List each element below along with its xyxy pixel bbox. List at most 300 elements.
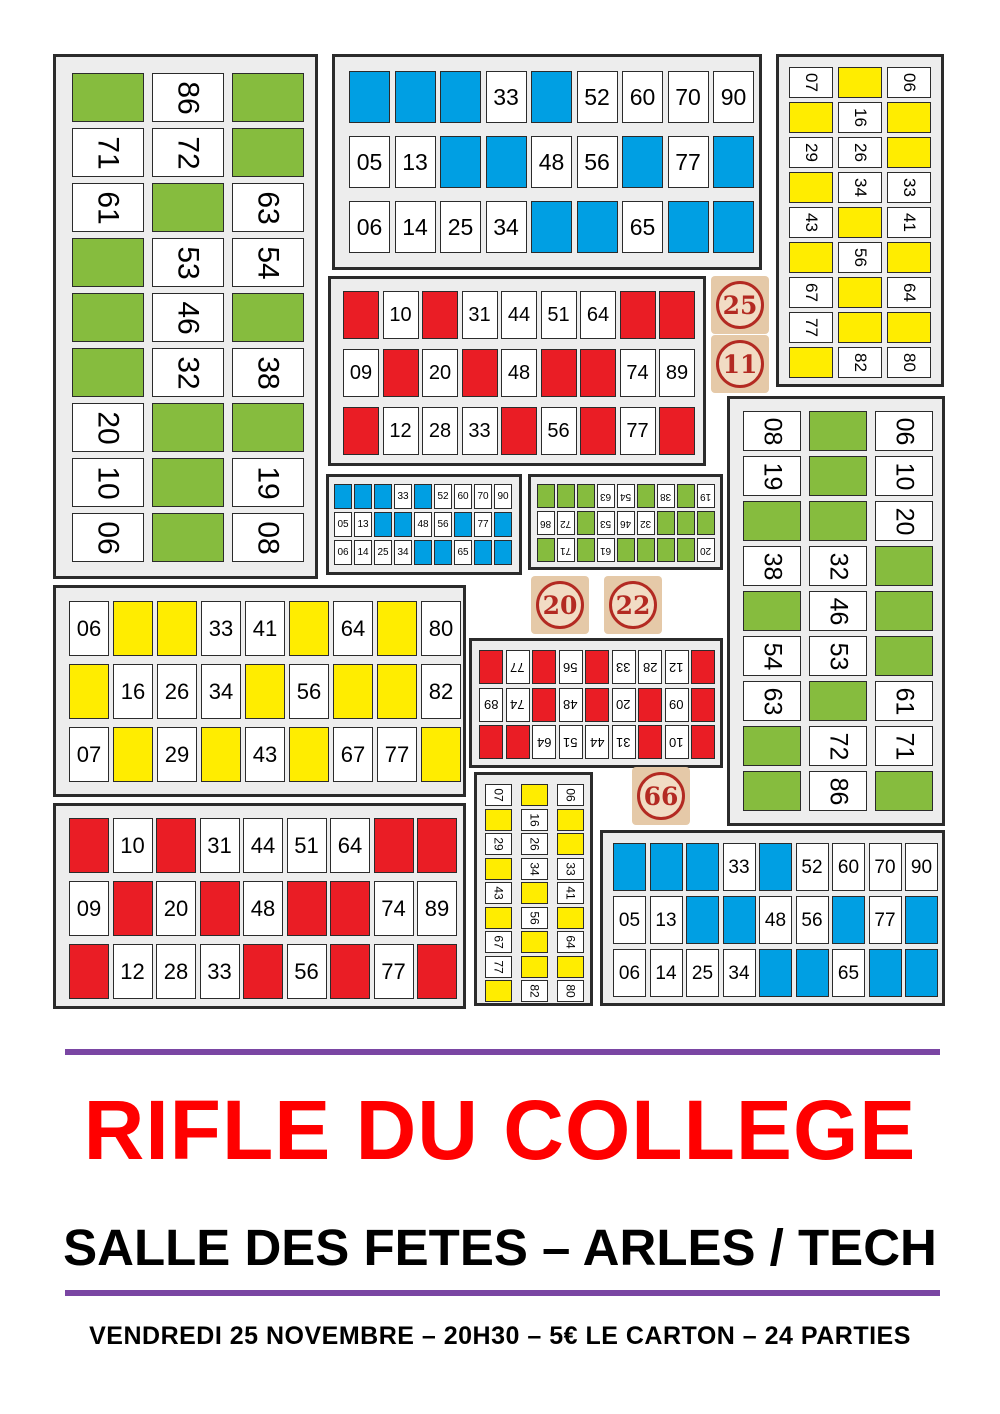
cell-number: 38 bbox=[758, 552, 787, 580]
cell-number: 19 bbox=[700, 491, 712, 502]
number-cell bbox=[157, 727, 197, 782]
number-cell bbox=[875, 726, 933, 766]
colored-blank-cell bbox=[521, 931, 548, 953]
number-cell bbox=[521, 980, 548, 1002]
number-cell bbox=[668, 71, 709, 123]
cell-number: 51 bbox=[294, 832, 319, 858]
colored-blank-cell bbox=[414, 484, 432, 509]
number-cell bbox=[243, 881, 283, 936]
number-cell bbox=[521, 833, 548, 855]
cell-number: 20 bbox=[428, 362, 452, 384]
number-cell bbox=[743, 411, 801, 451]
number-cell bbox=[521, 858, 548, 880]
number-cell bbox=[349, 136, 390, 188]
cell-number: 56 bbox=[801, 909, 823, 931]
cell-number: 70 bbox=[874, 856, 896, 878]
colored-blank-cell bbox=[668, 201, 709, 253]
number-cell bbox=[485, 956, 512, 978]
colored-blank-cell bbox=[789, 102, 833, 133]
number-cell bbox=[383, 407, 419, 455]
cell-number: 77 bbox=[384, 741, 410, 767]
colored-blank-cell bbox=[809, 456, 867, 496]
number-cell bbox=[521, 907, 548, 929]
colored-blank-cell bbox=[156, 818, 196, 873]
cell-number: 26 bbox=[164, 678, 190, 704]
number-cell bbox=[72, 513, 144, 562]
number-cell bbox=[612, 650, 636, 684]
cell-number: 20 bbox=[700, 545, 712, 556]
cell-number: 05 bbox=[337, 518, 349, 530]
cell-number: 51 bbox=[563, 734, 578, 750]
colored-blank-cell bbox=[887, 137, 931, 168]
cell-number: 31 bbox=[468, 304, 491, 326]
number-cell bbox=[887, 172, 931, 203]
colored-blank-cell bbox=[713, 136, 754, 188]
lotto-token bbox=[632, 767, 690, 825]
number-cell bbox=[875, 681, 933, 721]
number-cell bbox=[486, 71, 527, 123]
top-divider bbox=[65, 1049, 940, 1055]
cell-number: 26 bbox=[527, 837, 542, 851]
number-cell bbox=[612, 688, 636, 722]
cell-number: 19 bbox=[758, 462, 787, 490]
number-cell bbox=[875, 411, 933, 451]
colored-blank-cell bbox=[474, 540, 492, 565]
colored-blank-cell bbox=[887, 102, 931, 133]
cell-number: 25 bbox=[447, 213, 474, 240]
colored-blank-cell bbox=[521, 784, 548, 806]
cell-number: 06 bbox=[92, 520, 125, 555]
colored-blank-cell bbox=[421, 727, 461, 782]
cell-number: 65 bbox=[837, 962, 860, 984]
cell-number: 60 bbox=[837, 856, 860, 878]
number-cell bbox=[113, 818, 153, 873]
colored-blank-cell bbox=[531, 201, 572, 253]
number-cell bbox=[333, 727, 373, 782]
number-cell bbox=[343, 349, 379, 397]
colored-blank-cell bbox=[521, 882, 548, 904]
number-cell bbox=[796, 843, 829, 891]
cell-number: 89 bbox=[424, 895, 450, 921]
number-cell bbox=[838, 102, 882, 133]
cell-number: 33 bbox=[208, 615, 234, 641]
colored-blank-cell bbox=[532, 650, 556, 684]
number-cell bbox=[789, 67, 833, 98]
number-cell bbox=[485, 784, 512, 806]
cell-number: 28 bbox=[642, 659, 658, 675]
cell-number: 34 bbox=[208, 678, 234, 704]
cell-number: 72 bbox=[172, 135, 205, 170]
number-cell bbox=[395, 136, 436, 188]
number-cell bbox=[454, 540, 472, 565]
number-cell bbox=[665, 650, 689, 684]
cell-number: 89 bbox=[665, 362, 689, 384]
number-cell bbox=[152, 128, 224, 177]
colored-blank-cell bbox=[691, 725, 715, 759]
colored-blank-cell bbox=[686, 896, 719, 944]
colored-blank-cell bbox=[697, 511, 715, 535]
number-cell bbox=[349, 201, 390, 253]
token-number: 11 bbox=[716, 340, 764, 388]
cell-number: 64 bbox=[340, 615, 366, 641]
colored-blank-cell bbox=[809, 501, 867, 541]
colored-blank-cell bbox=[638, 725, 662, 759]
cell-number: 10 bbox=[389, 304, 412, 326]
number-cell bbox=[69, 881, 109, 936]
cell-number: 80 bbox=[563, 984, 578, 998]
cell-number: 06 bbox=[337, 546, 349, 558]
cell-number: 56 bbox=[547, 420, 570, 442]
cell-number: 48 bbox=[250, 895, 276, 921]
colored-blank-cell bbox=[875, 636, 933, 676]
number-cell bbox=[374, 881, 414, 936]
card-red-inverted bbox=[469, 638, 723, 768]
cell-number: 20 bbox=[616, 697, 631, 712]
cell-number: 77 bbox=[510, 659, 525, 675]
cell-number: 33 bbox=[899, 178, 919, 197]
colored-blank-cell bbox=[232, 403, 304, 452]
lotto-token bbox=[711, 276, 769, 334]
cell-number: 10 bbox=[669, 734, 684, 750]
cell-number: 20 bbox=[92, 410, 125, 445]
number-cell bbox=[650, 949, 683, 997]
cell-number: 53 bbox=[824, 642, 853, 670]
colored-blank-cell bbox=[887, 242, 931, 273]
cell-number: 60 bbox=[457, 490, 469, 502]
cell-number: 63 bbox=[600, 491, 612, 502]
number-cell bbox=[334, 512, 352, 537]
number-cell bbox=[474, 512, 492, 537]
number-cell bbox=[887, 67, 931, 98]
number-cell bbox=[113, 944, 153, 999]
number-cell bbox=[557, 931, 584, 953]
cell-number: 60 bbox=[629, 83, 656, 110]
number-cell bbox=[521, 809, 548, 831]
colored-blank-cell bbox=[759, 949, 792, 997]
colored-blank-cell bbox=[905, 949, 938, 997]
number-cell bbox=[613, 896, 646, 944]
colored-blank-cell bbox=[69, 944, 109, 999]
number-cell bbox=[541, 291, 577, 339]
cell-number: 82 bbox=[527, 984, 542, 998]
colored-blank-cell bbox=[494, 540, 512, 565]
colored-blank-cell bbox=[691, 688, 715, 722]
cell-number: 41 bbox=[899, 213, 919, 232]
number-cell bbox=[580, 291, 616, 339]
number-cell bbox=[838, 242, 882, 273]
cell-number: 52 bbox=[801, 856, 823, 878]
number-cell bbox=[887, 277, 931, 308]
card-yellow-right bbox=[776, 54, 944, 387]
card-green-large bbox=[53, 54, 318, 579]
colored-blank-cell bbox=[577, 484, 595, 508]
colored-blank-cell bbox=[838, 277, 882, 308]
cell-number: 72 bbox=[824, 732, 853, 760]
number-cell bbox=[422, 407, 458, 455]
number-cell bbox=[838, 137, 882, 168]
colored-blank-cell bbox=[501, 407, 537, 455]
number-cell bbox=[617, 484, 635, 508]
number-cell bbox=[69, 601, 109, 656]
cell-number: 20 bbox=[163, 895, 189, 921]
colored-blank-cell bbox=[832, 896, 865, 944]
colored-blank-cell bbox=[152, 458, 224, 507]
cell-number: 06 bbox=[356, 213, 383, 240]
cell-number: 08 bbox=[758, 417, 787, 445]
colored-blank-cell bbox=[657, 511, 675, 535]
cell-number: 52 bbox=[437, 490, 449, 502]
number-cell bbox=[559, 725, 583, 759]
colored-blank-cell bbox=[659, 291, 695, 339]
colored-blank-cell bbox=[343, 407, 379, 455]
cell-number: 48 bbox=[538, 148, 565, 175]
cell-number: 12 bbox=[669, 659, 684, 675]
cell-number: 16 bbox=[527, 812, 542, 827]
colored-blank-cell bbox=[113, 727, 153, 782]
colored-blank-cell bbox=[541, 349, 577, 397]
lotto-token bbox=[531, 576, 589, 634]
colored-blank-cell bbox=[414, 540, 432, 565]
card-red-bottom bbox=[53, 803, 466, 1009]
cell-number: 46 bbox=[172, 300, 205, 335]
colored-blank-cell bbox=[289, 727, 329, 782]
cell-number: 54 bbox=[620, 491, 632, 502]
cell-number: 56 bbox=[437, 518, 449, 530]
cell-number: 13 bbox=[655, 909, 677, 931]
cell-number: 25 bbox=[377, 546, 389, 558]
number-cell bbox=[506, 650, 530, 684]
number-cell bbox=[156, 944, 196, 999]
colored-blank-cell bbox=[383, 349, 419, 397]
cell-number: 34 bbox=[728, 962, 750, 984]
cell-number: 74 bbox=[626, 362, 649, 384]
cell-number: 56 bbox=[563, 659, 578, 675]
token-number: 22 bbox=[609, 581, 657, 629]
cell-number: 74 bbox=[381, 895, 406, 921]
cell-number: 77 bbox=[801, 318, 821, 337]
number-cell bbox=[434, 512, 452, 537]
number-cell bbox=[585, 725, 609, 759]
cell-number: 64 bbox=[586, 304, 610, 326]
cell-number: 54 bbox=[252, 245, 285, 280]
card-green-right bbox=[727, 396, 945, 826]
number-cell bbox=[113, 664, 153, 719]
number-cell bbox=[686, 949, 719, 997]
colored-blank-cell bbox=[287, 881, 327, 936]
colored-blank-cell bbox=[677, 511, 695, 535]
card-blue-mini bbox=[326, 474, 522, 575]
colored-blank-cell bbox=[232, 128, 304, 177]
colored-blank-cell bbox=[377, 601, 417, 656]
cell-number: 32 bbox=[640, 518, 652, 529]
number-cell bbox=[232, 183, 304, 232]
number-cell bbox=[809, 726, 867, 766]
lotto-token bbox=[604, 576, 662, 634]
colored-blank-cell bbox=[577, 511, 595, 535]
cell-number: 77 bbox=[675, 148, 701, 175]
number-cell bbox=[354, 540, 372, 565]
cell-number: 90 bbox=[910, 856, 933, 878]
colored-blank-cell bbox=[838, 207, 882, 238]
colored-blank-cell bbox=[374, 818, 414, 873]
colored-blank-cell bbox=[531, 71, 572, 123]
number-cell bbox=[485, 882, 512, 904]
cell-number: 33 bbox=[563, 861, 578, 876]
number-cell bbox=[723, 949, 756, 997]
cell-number: 38 bbox=[252, 355, 285, 390]
cell-number: 13 bbox=[357, 518, 369, 530]
number-cell bbox=[713, 71, 754, 123]
number-cell bbox=[287, 818, 327, 873]
number-cell bbox=[887, 207, 931, 238]
colored-blank-cell bbox=[232, 73, 304, 122]
number-cell bbox=[617, 511, 635, 535]
colored-blank-cell bbox=[374, 512, 392, 537]
colored-blank-cell bbox=[485, 809, 512, 831]
colored-blank-cell bbox=[157, 601, 197, 656]
cell-number: 13 bbox=[402, 148, 428, 175]
colored-blank-cell bbox=[869, 949, 902, 997]
cell-number: 51 bbox=[547, 304, 570, 326]
cell-number: 77 bbox=[874, 909, 896, 931]
number-cell bbox=[809, 636, 867, 676]
number-cell bbox=[743, 636, 801, 676]
cell-number: 33 bbox=[493, 83, 519, 110]
number-cell bbox=[374, 944, 414, 999]
cell-number: 56 bbox=[296, 678, 322, 704]
colored-blank-cell bbox=[686, 843, 719, 891]
colored-blank-cell bbox=[72, 293, 144, 342]
colored-blank-cell bbox=[622, 136, 663, 188]
number-cell bbox=[668, 136, 709, 188]
colored-blank-cell bbox=[809, 681, 867, 721]
number-cell bbox=[620, 349, 656, 397]
number-cell bbox=[637, 511, 655, 535]
colored-blank-cell bbox=[333, 664, 373, 719]
cell-number: 48 bbox=[764, 909, 787, 931]
cell-number: 06 bbox=[76, 615, 102, 641]
number-cell bbox=[887, 347, 931, 378]
colored-blank-cell bbox=[887, 312, 931, 343]
number-cell bbox=[494, 484, 512, 509]
number-cell bbox=[789, 137, 833, 168]
cell-number: 82 bbox=[850, 353, 870, 372]
colored-blank-cell bbox=[613, 843, 646, 891]
number-cell bbox=[665, 688, 689, 722]
event-details: VENDREDI 25 NOVEMBRE – 20H30 – 5€ LE CARTON – 24 PARTIES bbox=[89, 1322, 911, 1350]
number-cell bbox=[650, 896, 683, 944]
number-cell bbox=[474, 484, 492, 509]
colored-blank-cell bbox=[440, 136, 481, 188]
number-cell bbox=[557, 784, 584, 806]
colored-blank-cell bbox=[440, 71, 481, 123]
number-cell bbox=[152, 293, 224, 342]
cell-number: 34 bbox=[850, 178, 870, 197]
cell-number: 86 bbox=[824, 777, 853, 805]
cell-number: 05 bbox=[356, 148, 383, 175]
number-cell bbox=[789, 207, 833, 238]
number-cell bbox=[809, 771, 867, 811]
number-cell bbox=[743, 456, 801, 496]
number-cell bbox=[577, 136, 618, 188]
number-cell bbox=[232, 458, 304, 507]
colored-blank-cell bbox=[422, 291, 458, 339]
number-cell bbox=[152, 73, 224, 122]
colored-blank-cell bbox=[200, 881, 240, 936]
colored-blank-cell bbox=[691, 650, 715, 684]
cell-number: 56 bbox=[294, 958, 319, 984]
venue-line: SALLE DES FETES – ARLES / TECH bbox=[63, 1219, 937, 1276]
colored-blank-cell bbox=[838, 67, 882, 98]
number-cell bbox=[869, 896, 902, 944]
cell-number: 33 bbox=[728, 856, 750, 878]
cell-number: 33 bbox=[397, 490, 409, 502]
number-cell bbox=[383, 291, 419, 339]
cell-number: 46 bbox=[620, 518, 632, 529]
cell-number: 48 bbox=[417, 518, 429, 530]
colored-blank-cell bbox=[343, 291, 379, 339]
colored-blank-cell bbox=[557, 956, 584, 978]
colored-blank-cell bbox=[723, 896, 756, 944]
number-cell bbox=[440, 201, 481, 253]
number-cell bbox=[832, 949, 865, 997]
colored-blank-cell bbox=[905, 896, 938, 944]
colored-blank-cell bbox=[521, 956, 548, 978]
colored-blank-cell bbox=[417, 818, 457, 873]
cell-number: 61 bbox=[600, 545, 612, 556]
cell-number: 14 bbox=[357, 546, 369, 558]
number-cell bbox=[537, 511, 555, 535]
cell-number: 67 bbox=[801, 283, 821, 302]
cell-number: 70 bbox=[477, 490, 489, 502]
colored-blank-cell bbox=[69, 818, 109, 873]
colored-blank-cell bbox=[72, 238, 144, 287]
colored-blank-cell bbox=[462, 349, 498, 397]
cell-number: 12 bbox=[120, 958, 145, 984]
colored-blank-cell bbox=[454, 512, 472, 537]
colored-blank-cell bbox=[374, 484, 392, 509]
cell-number: 09 bbox=[349, 362, 373, 384]
colored-blank-cell bbox=[417, 944, 457, 999]
cell-number: 67 bbox=[491, 935, 506, 949]
number-cell bbox=[531, 136, 572, 188]
number-cell bbox=[417, 881, 457, 936]
card-green-mini bbox=[528, 474, 723, 570]
number-cell bbox=[201, 664, 241, 719]
number-cell bbox=[414, 512, 432, 537]
colored-blank-cell bbox=[485, 858, 512, 880]
number-cell bbox=[597, 484, 615, 508]
colored-blank-cell bbox=[485, 907, 512, 929]
colored-blank-cell bbox=[557, 833, 584, 855]
colored-blank-cell bbox=[201, 727, 241, 782]
number-cell bbox=[422, 349, 458, 397]
cell-number: 07 bbox=[491, 788, 506, 802]
number-cell bbox=[612, 725, 636, 759]
colored-blank-cell bbox=[620, 291, 656, 339]
cell-number: 28 bbox=[163, 958, 189, 984]
number-cell bbox=[501, 291, 537, 339]
cell-number: 10 bbox=[890, 462, 919, 490]
cell-number: 77 bbox=[626, 420, 649, 442]
number-cell bbox=[796, 896, 829, 944]
number-cell bbox=[152, 348, 224, 397]
cell-number: 16 bbox=[120, 678, 146, 704]
cell-number: 64 bbox=[337, 832, 363, 858]
cell-number: 32 bbox=[172, 355, 205, 390]
cell-number: 46 bbox=[824, 597, 853, 625]
number-cell bbox=[374, 540, 392, 565]
